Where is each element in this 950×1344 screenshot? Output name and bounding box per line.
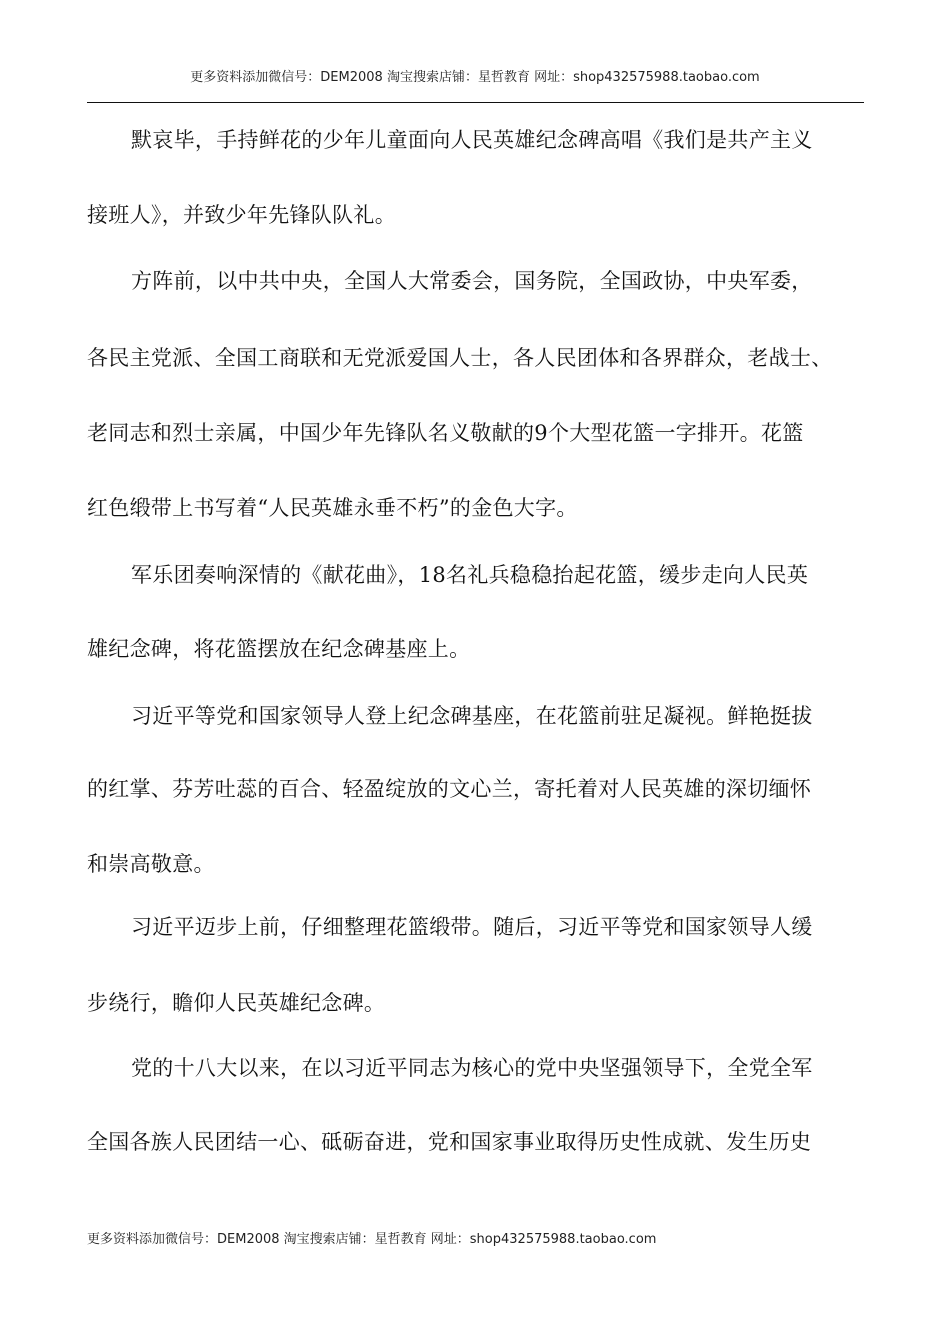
text-line-7: 军乐团奏响深情的《献花曲》，18名礼兵稳稳抬起花篮，缓步走向人民英 <box>131 563 809 587</box>
text-line-9: 习近平等党和国家领导人登上纪念碑基座，在花篮前驻足凝视。鲜艳挺拔 <box>131 704 813 728</box>
text-line-8: 雄纪念碑，将花篮摆放在纪念碑基座上。 <box>87 637 471 661</box>
text-line-10: 的红掌、芬芳吐蕊的百合、轻盈绽放的文心兰，寄托着对人民英雄的深切缅怀 <box>87 777 812 801</box>
text-line-6: 红色缎带上书写着“人民英雄永垂不朽”的金色大字。 <box>87 496 578 520</box>
text-line-13: 步绕行，瞻仰人民英雄纪念碑。 <box>87 991 386 1015</box>
text-line-12: 习近平迈步上前，仔细整理花篮缎带。随后，习近平等党和国家领导人缓 <box>131 915 813 939</box>
header-divider <box>87 102 864 103</box>
text-line-1: 默哀毕，手持鲜花的少年儿童面向人民英雄纪念碑高唱《我们是共产主义 <box>131 128 813 152</box>
text-line-11: 和崇高敬意。 <box>87 852 215 876</box>
text-line-15: 全国各族人民团结一心、砥砺奋进，党和国家事业取得历史性成就、发生历史 <box>87 1130 812 1154</box>
text-line-3: 方阵前，以中共中央，全国人大常委会，国务院，全国政协，中央军委， <box>131 269 813 293</box>
text-line-4: 各民主党派、全国工商联和无党派爱国人士，各人民团体和各界群众，老战士、 <box>87 346 833 370</box>
page-footer-text: 更多资料添加微信号：DEM2008 淘宝搜索店铺：星哲教育 网址：shop432575988.taobao.com <box>87 1232 657 1247</box>
text-line-2: 接班人》，并致少年先锋队队礼。 <box>87 203 396 227</box>
text-line-5: 老同志和烈士亲属，中国少年先锋队名义敬献的9个大型花篮一字排开。花篮 <box>87 421 804 445</box>
text-line-14: 党的十八大以来，在以习近平同志为核心的党中央坚强领导下，全党全军 <box>131 1056 813 1080</box>
page-header-text: 更多资料添加微信号：DEM2008 淘宝搜索店铺：星哲教育 网址：shop432575988.taobao.com <box>190 70 760 85</box>
